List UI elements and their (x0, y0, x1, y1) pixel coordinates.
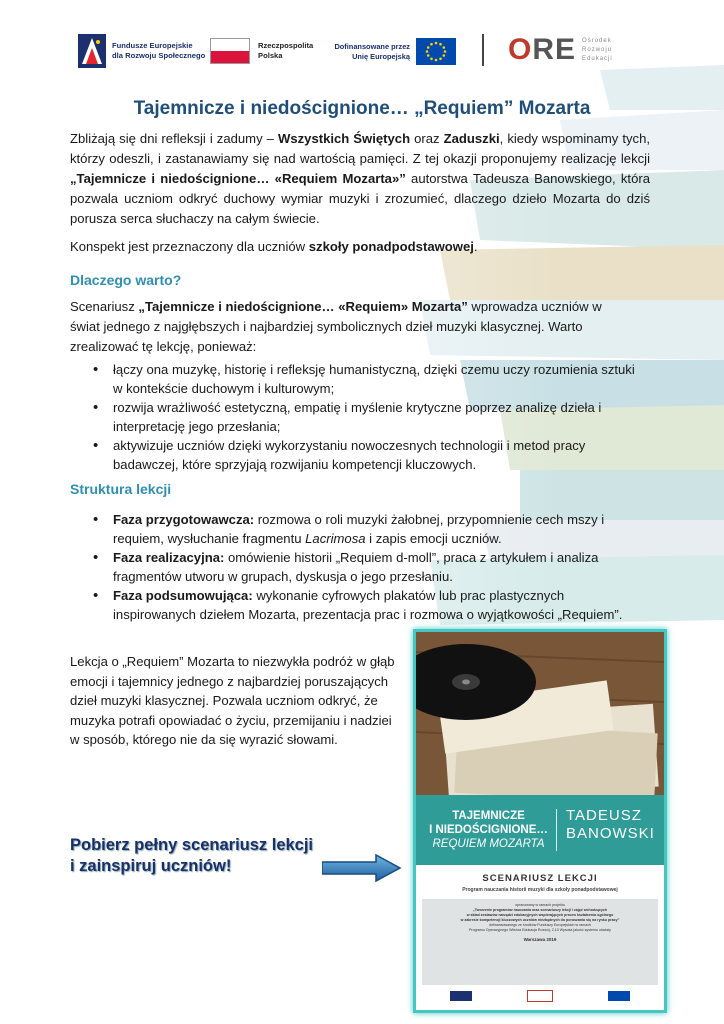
why-heading: Dlaczego warto? (70, 272, 182, 288)
cover-program: Program nauczania historii muzyki dla szkoły ponadpodstawowej (462, 887, 618, 893)
structure-heading: Struktura lekcji (70, 481, 172, 497)
intro-paragraph: Zbliżają się dni refleksji i zadumy – Wszystkich Świętych oraz Zaduszki, kiedy wspominamy tych, którzy odeszli, i zastanawiamy się nad wartością pamięci. Z tej okazji proponujemy realizację lekcji „Tajemnicze i niedoścignione… «Requiem Mozarta»” autorstwa Tadeusza Banowskiego, która pozwala uczniom odkryć duchowy wymiar muzyki i zrozumieć, dlaczego dzieło Mozarta do dziś porusza serca słuchaczy na całym świecie. (70, 131, 651, 226)
eu-flag-icon (416, 38, 456, 65)
ore-small-2: Rozwoju (582, 46, 613, 53)
eu-funds-line1: Fundusze Europejskie (112, 41, 193, 50)
eu-funds-logo (78, 34, 222, 68)
polish-flag-icon (210, 38, 250, 64)
list-item: • rozwija wrażliwość estetyczną, empatię i myślenie krytyczne poprzez analizę dzieła i interpretację jego przesłania; (85, 398, 645, 436)
cover-photo (416, 632, 664, 795)
ore-logo (508, 34, 613, 66)
cover-eu-flag-icon (608, 991, 630, 1001)
cta-line1: Pobierz pełny scenariusz lekcji (70, 836, 314, 854)
cover-divider (556, 809, 557, 851)
logo-header (70, 28, 670, 78)
cover-author-1: TADEUSZ (566, 807, 642, 824)
list-item: • Faza podsumowująca: wykonanie cyfrowych plakatów lub prac plastycznych inspirowanych dziełem Mozarta, prezentacja prac i rozmowa o wyjątkowości „Requiem”. (85, 586, 645, 624)
ue-line1: Dofinansowane przez (334, 41, 410, 51)
ore-small-3: Edukacji (582, 55, 613, 62)
cover-author-2: BANOWSKI (566, 825, 655, 842)
list-item: • Faza przygotowawcza: rozmowa o roli muzyki żałobnej, przypomnienie cech mszy i requiem, wysłuchanie fragmentu Lacrimosa i zapis emocji uczniów. (85, 510, 645, 548)
why-paragraph: Scenariusz „Tajemnicze i niedoścignione… «Requiem» Mozarta” wprowadza uczniów w świat jednego z najgłębszych i najbardziej symbolicznych dzieł muzyki klasycznej. Warto zrealizować tę lekcję, ponieważ: (70, 299, 602, 354)
cover-doc-type: SCENARIUSZ LEKCJI (482, 873, 598, 884)
ore-small-1: Ośrodek (582, 37, 612, 44)
list-item: • Faza realizacyjna: omówienie historii „Requiem d-moll”, praca z artykułem i analiza fragmentów utworu w grupach, dyskusja o jego przesłaniu. (85, 548, 645, 586)
structure-list (85, 510, 645, 624)
konspekt-paragraph: Konspekt jest przeznaczony dla uczniów szkoły ponadpodstawowej. (70, 239, 478, 254)
cover-small-line: w zakresie kompetencji kluczowych uczniów niezbędnych do poruszania się na rynku pracy” (460, 918, 620, 922)
cover-project-box (422, 899, 658, 985)
rp-logo (210, 38, 313, 64)
cta-line2: i zainspiruj uczniów! (70, 857, 232, 875)
rp-line1: Rzeczpospolita (258, 41, 314, 50)
cover-title-2: I NIEDOŚCIGNIONE… (429, 824, 548, 836)
cover-footer-logos (422, 988, 658, 1004)
cover-eu-funds-icon (450, 991, 472, 1001)
why-list (85, 360, 645, 474)
eu-funds-icon (78, 34, 106, 68)
closing-paragraph: Lekcja o „Requiem” Mozarta to niezwykła podróż w głąb emocji i tajemnicy jednego z najbardziej poruszających dzieł muzyki klasycznej. Pozwala uczniom odkryć, że muzyka potrafi opowiadać o życiu, przemijaniu i nadziei w sposób, którego nie da się wyrazić słowami. (70, 654, 395, 747)
cover-small-line: opracowany w ramach projektu (515, 903, 565, 907)
cover-title-band (416, 795, 664, 865)
page-title: Tajemnicze i niedoścignione… „Requiem” Mozarta (133, 98, 591, 119)
cover-small-line: dofinansowanego ze środków Funduszy Europejskich w ramach (488, 923, 592, 927)
cover-title-3: REQUIEM MOZARTA (432, 838, 545, 850)
list-item: • łączy ona muzykę, historię i refleksję humanistyczną, dzięki czemu uczy rozumienia sztuki w kontekście duchowym i kulturowym; (85, 360, 645, 398)
cover-lower (416, 865, 664, 1010)
eu-funds-line2: dla Rozwoju Społecznego (112, 51, 206, 60)
cover-small-line: Programu Operacyjnego Wiedza Edukacja Rozwój, 2.10 Wysoka jakość systemu oświaty (469, 928, 611, 932)
ue-line2: Unię Europejską (352, 51, 410, 61)
ore-letters: ORE (508, 33, 577, 66)
logo-separator (482, 34, 484, 66)
cover-ore-icon (527, 990, 553, 1002)
list-item: • aktywizuje uczniów dzięki wykorzystaniu nowoczesnych technologii i metod pracy badawczej, które sprzyjają rozwijaniu kompetencji kluczowych. (85, 436, 645, 474)
download-cta[interactable] (70, 835, 313, 877)
cover-small-line: „Tworzenie programów nauczania oraz scenariuszy lekcji i zajęć wchodzących (472, 908, 608, 912)
cover-small-line: w skład zestawów narzędzi edukacyjnych wspierających proces kształcenia ogólnego (466, 913, 614, 917)
ue-logo (332, 38, 456, 65)
cover-title-1: TAJEMNICZE (452, 810, 525, 822)
arrow-right-icon[interactable] (322, 853, 402, 883)
cover-date: Warszawa 2019 (523, 937, 557, 942)
scenario-cover-thumbnail[interactable] (416, 632, 664, 1010)
rp-line2: Polska (258, 51, 283, 60)
